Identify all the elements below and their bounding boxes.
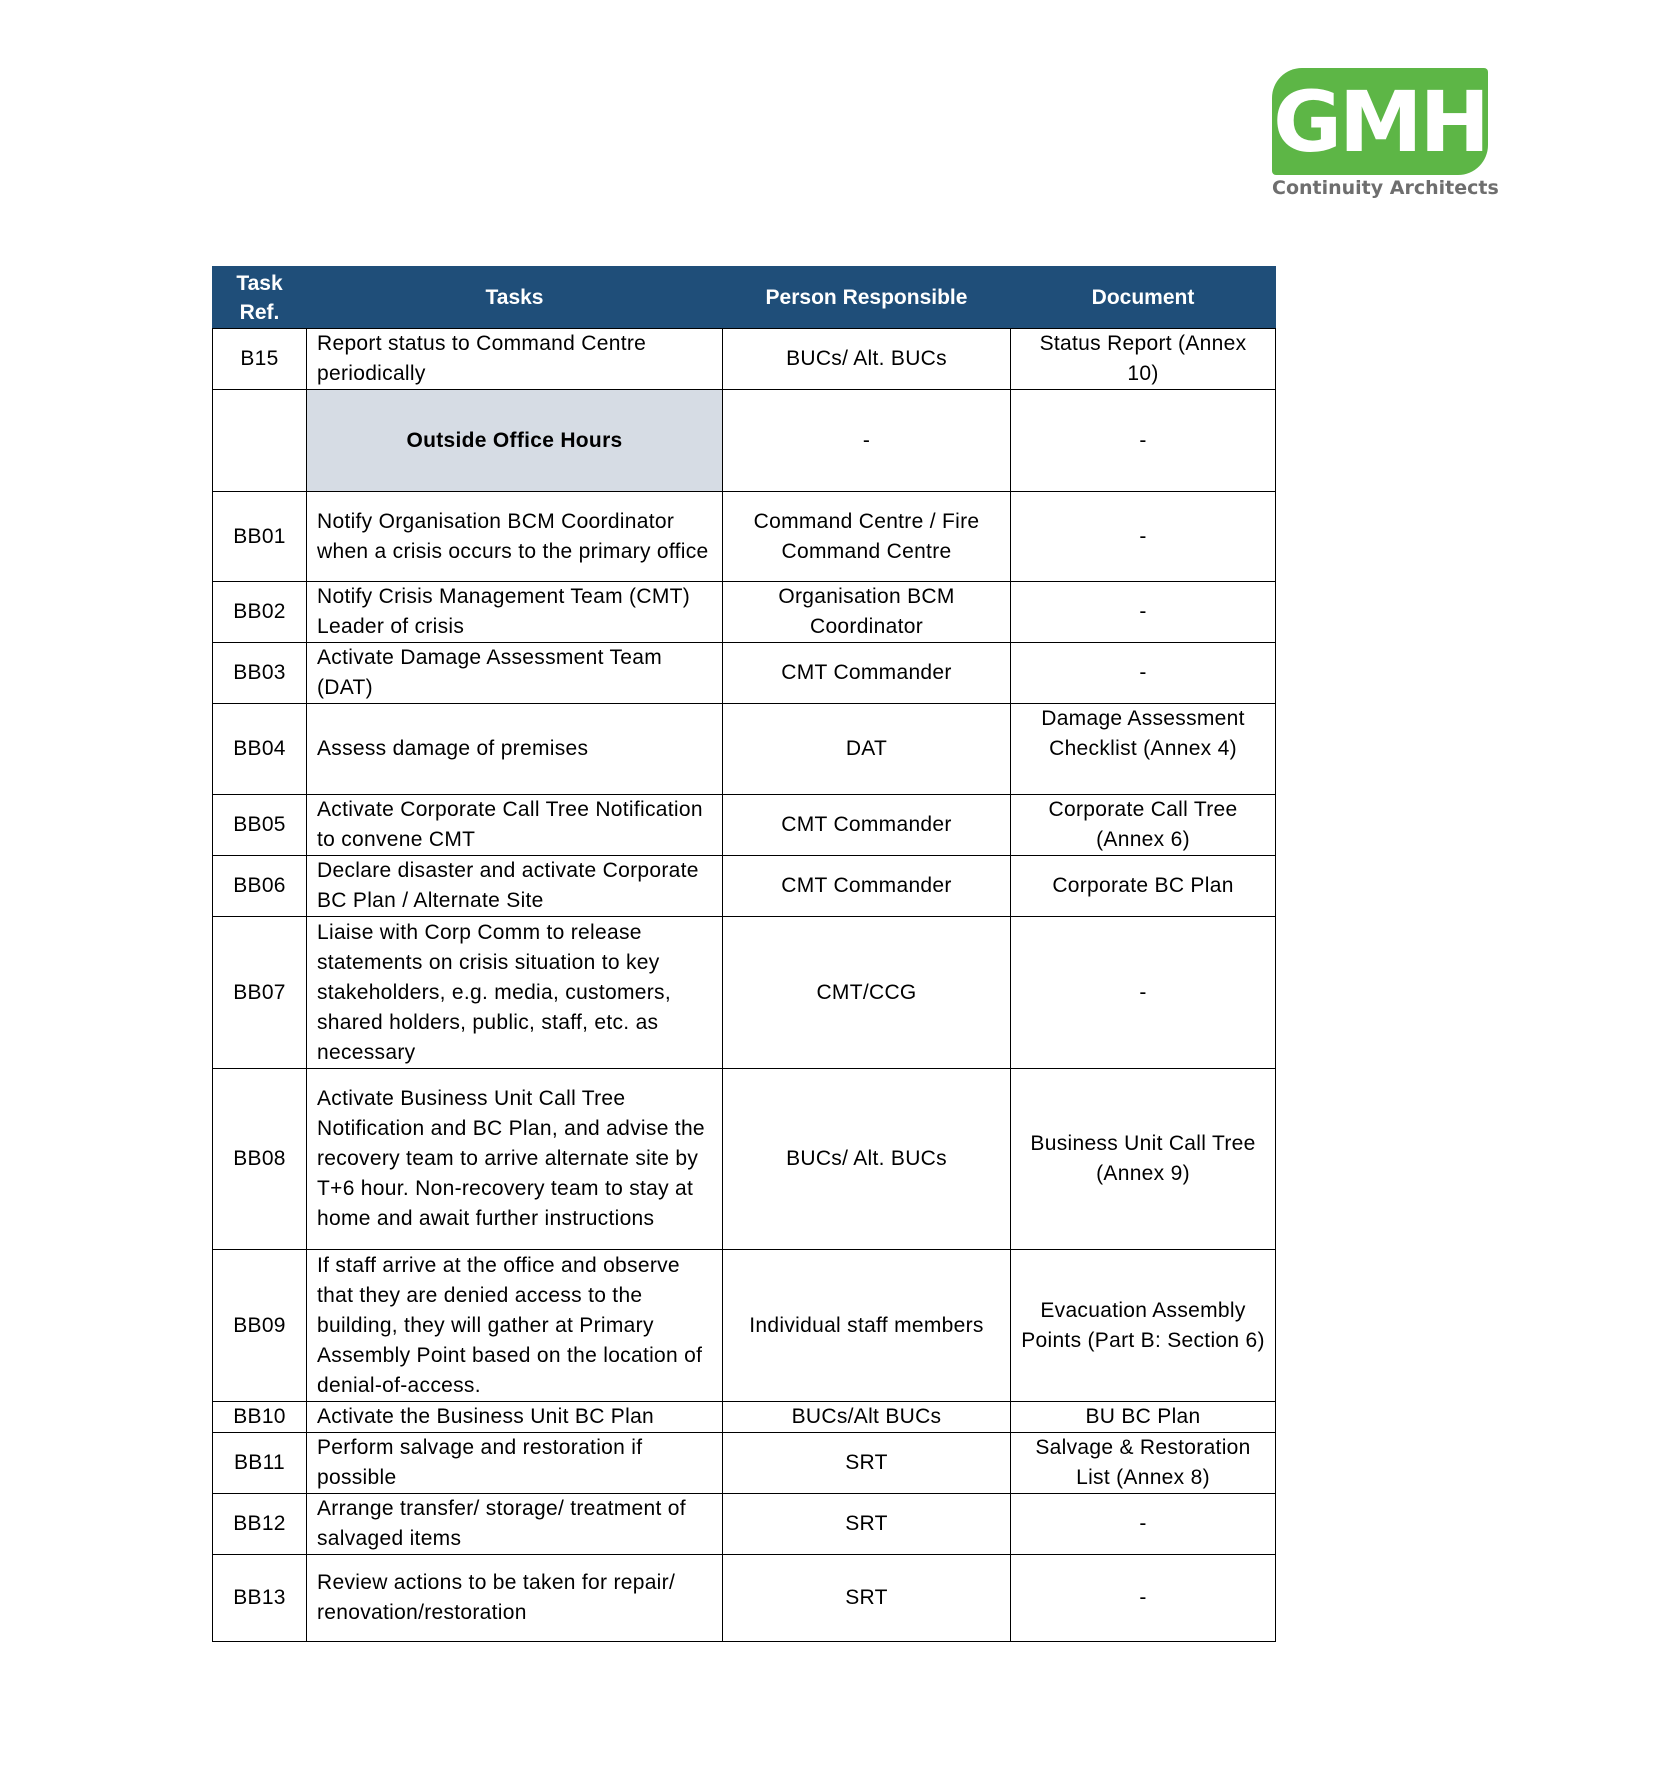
company-logo bbox=[1272, 68, 1499, 199]
person-responsible: BUCs/ Alt. BUCs bbox=[723, 1069, 1011, 1250]
document bbox=[1011, 704, 1276, 795]
task-description: Report status to Command Centre periodically bbox=[307, 329, 723, 390]
table-row bbox=[213, 917, 1276, 1069]
task-description: Review actions to be taken for repair/ renovation/restoration bbox=[307, 1555, 723, 1642]
task-description: Notify Crisis Management Team (CMT) Leader of crisis bbox=[307, 582, 723, 643]
task-ref: BB13 bbox=[213, 1555, 307, 1642]
task-description: Activate Corporate Call Tree Notification to convene CMT bbox=[307, 795, 723, 856]
task-ref: BB07 bbox=[213, 917, 307, 1069]
document: Status Report (Annex 10) bbox=[1011, 329, 1276, 390]
task-ref: BB10 bbox=[213, 1402, 307, 1433]
task-ref: BB04 bbox=[213, 704, 307, 795]
task-description: Declare disaster and activate Corporate BC Plan / Alternate Site bbox=[307, 856, 723, 917]
task-ref: BB01 bbox=[213, 492, 307, 582]
document: Evacuation Assembly Points (Part B: Section 6) bbox=[1011, 1250, 1276, 1402]
task-ref: BB06 bbox=[213, 856, 307, 917]
document: Corporate Call Tree (Annex 6) bbox=[1011, 795, 1276, 856]
person-responsible: Command Centre / Fire Command Centre bbox=[723, 492, 1011, 582]
person-responsible: BUCs/ Alt. BUCs bbox=[723, 329, 1011, 390]
section-row bbox=[213, 390, 1276, 492]
task-description: If staff arrive at the office and observe that they are denied access to the building, they will gather at Primary Assembly Point based on the location of denial-of-access. bbox=[307, 1250, 723, 1402]
task-ref: B15 bbox=[213, 329, 307, 390]
table-row bbox=[213, 856, 1276, 917]
person-responsible: BUCs/Alt BUCs bbox=[723, 1402, 1011, 1433]
task-ref: BB12 bbox=[213, 1494, 307, 1555]
task-ref: BB05 bbox=[213, 795, 307, 856]
table-row bbox=[213, 1250, 1276, 1402]
section-heading: Outside Office Hours bbox=[307, 390, 723, 492]
document: - bbox=[1011, 582, 1276, 643]
document: - bbox=[1011, 390, 1276, 492]
table-row bbox=[213, 795, 1276, 856]
person-responsible: Organisation BCM Coordinator bbox=[723, 582, 1011, 643]
document: Business Unit Call Tree (Annex 9) bbox=[1011, 1069, 1276, 1250]
document: Corporate BC Plan bbox=[1011, 856, 1276, 917]
header-task-ref-label: Task Ref. bbox=[236, 271, 283, 324]
person-responsible: CMT/CCG bbox=[723, 917, 1011, 1069]
table-row bbox=[213, 1069, 1276, 1250]
person-responsible: SRT bbox=[723, 1494, 1011, 1555]
document: - bbox=[1011, 917, 1276, 1069]
task-description: Arrange transfer/ storage/ treatment of salvaged items bbox=[307, 1494, 723, 1555]
person-responsible: DAT bbox=[723, 704, 1011, 795]
person-responsible: SRT bbox=[723, 1555, 1011, 1642]
document: BU BC Plan bbox=[1011, 1402, 1276, 1433]
task-ref: BB08 bbox=[213, 1069, 307, 1250]
table-row bbox=[213, 329, 1276, 390]
document: - bbox=[1011, 1555, 1276, 1642]
document: - bbox=[1011, 492, 1276, 582]
logo-text: GMH bbox=[1273, 72, 1487, 171]
person-responsible: SRT bbox=[723, 1433, 1011, 1494]
logo-tagline: Continuity Architects bbox=[1272, 177, 1499, 199]
logo-mark bbox=[1272, 68, 1488, 175]
document: - bbox=[1011, 643, 1276, 704]
document: - bbox=[1011, 1494, 1276, 1555]
table-row bbox=[213, 492, 1276, 582]
header-tasks: Tasks bbox=[307, 267, 723, 329]
header-person-responsible: Person Responsible bbox=[723, 267, 1011, 329]
task-ref: BB09 bbox=[213, 1250, 307, 1402]
task-ref bbox=[213, 390, 307, 492]
header-document: Document bbox=[1011, 267, 1276, 329]
task-description: Activate the Business Unit BC Plan bbox=[307, 1402, 723, 1433]
table-row bbox=[213, 1555, 1276, 1642]
task-description: Notify Organisation BCM Coordinator when a crisis occurs to the primary office bbox=[307, 492, 723, 582]
task-description: Activate Damage Assessment Team (DAT) bbox=[307, 643, 723, 704]
person-responsible: CMT Commander bbox=[723, 643, 1011, 704]
task-description: Liaise with Corp Comm to release statements on crisis situation to key stakeholders, e.g. media, customers, shared holders, public, staff, etc. as necessary bbox=[307, 917, 723, 1069]
document: Salvage & Restoration List (Annex 8) bbox=[1011, 1433, 1276, 1494]
table-row bbox=[213, 1494, 1276, 1555]
task-ref: BB03 bbox=[213, 643, 307, 704]
task-ref: BB11 bbox=[213, 1433, 307, 1494]
person-responsible: CMT Commander bbox=[723, 856, 1011, 917]
person-responsible: - bbox=[723, 390, 1011, 492]
table-header-row bbox=[213, 267, 1276, 329]
task-description: Activate Business Unit Call Tree Notification and BC Plan, and advise the recovery team to arrive alternate site by T+6 hour. Non-recovery team to stay at home and await further instructions bbox=[307, 1069, 723, 1250]
header-task-ref bbox=[213, 267, 307, 329]
task-ref: BB02 bbox=[213, 582, 307, 643]
table-row bbox=[213, 704, 1276, 795]
task-description: Perform salvage and restoration if possible bbox=[307, 1433, 723, 1494]
table-row bbox=[213, 582, 1276, 643]
task-description: Assess damage of premises bbox=[307, 704, 723, 795]
person-responsible: CMT Commander bbox=[723, 795, 1011, 856]
table-row bbox=[213, 643, 1276, 704]
task-table bbox=[212, 266, 1276, 1642]
document-text: Damage Assessment Checklist (Annex 4) bbox=[1041, 707, 1245, 760]
table-row bbox=[213, 1402, 1276, 1433]
table-row bbox=[213, 1433, 1276, 1494]
person-responsible: Individual staff members bbox=[723, 1250, 1011, 1402]
